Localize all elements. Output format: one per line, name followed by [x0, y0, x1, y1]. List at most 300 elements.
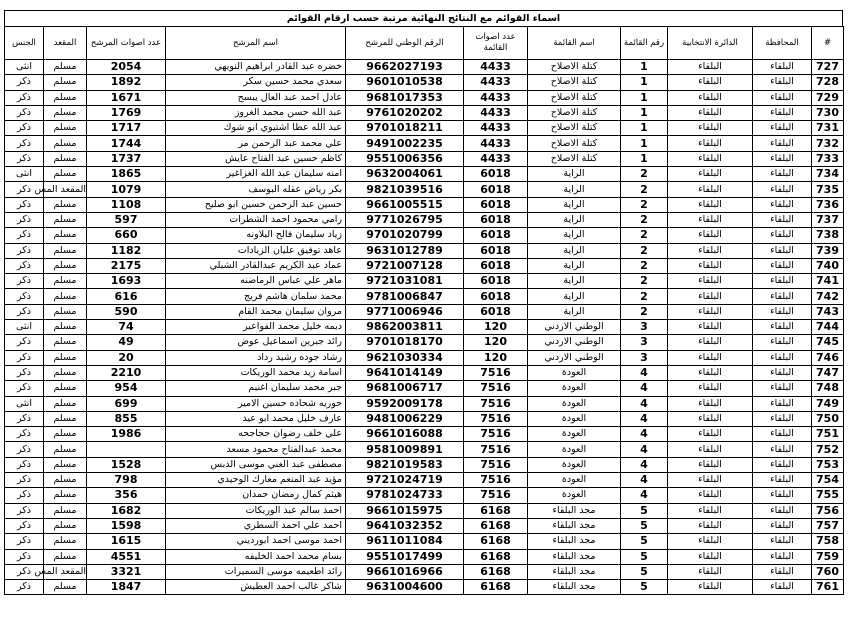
- gender-cell: ذكر: [5, 335, 44, 350]
- governorate-cell: البلقاء: [753, 411, 812, 426]
- list-number-cell: 2: [621, 289, 668, 304]
- list-votes-cell: 4433: [464, 105, 528, 120]
- list-name-cell: الوطني الاردني: [528, 320, 621, 335]
- governorate-cell: البلقاء: [753, 396, 812, 411]
- candidate-votes-cell: 590: [87, 304, 166, 319]
- gender-cell: ذكر: [5, 365, 44, 380]
- list-number-cell: 1: [621, 151, 668, 166]
- list-name-cell: الراية: [528, 258, 621, 273]
- row-index: 745: [812, 335, 844, 350]
- district-cell: البلقاء: [668, 304, 753, 319]
- list-number-cell: 2: [621, 228, 668, 243]
- list-votes-cell: 6168: [464, 534, 528, 549]
- candidate-votes-cell: 699: [87, 396, 166, 411]
- header-list-number: رقم القائمة: [621, 27, 668, 60]
- candidate-votes-cell: 356: [87, 488, 166, 503]
- district-cell: البلقاء: [668, 427, 753, 442]
- table-row: [5, 534, 844, 549]
- list-votes-cell: 7516: [464, 396, 528, 411]
- candidate-name-cell: محمد سلمان هاشم فريج: [166, 289, 346, 304]
- seat-cell: مسلم: [44, 304, 87, 319]
- candidate-name-cell: عبد الله حسن محمد الغروز: [166, 105, 346, 120]
- list-number-cell: 4: [621, 365, 668, 380]
- row-index: 750: [812, 411, 844, 426]
- gender-cell: ذكر: [5, 105, 44, 120]
- table-row: [5, 182, 844, 197]
- national-id-cell: 9621030334: [346, 350, 464, 365]
- candidate-votes-cell: 1717: [87, 121, 166, 136]
- table-row: [5, 274, 844, 289]
- gender-cell: ذكر: [5, 549, 44, 564]
- list-number-cell: 5: [621, 534, 668, 549]
- district-cell: البلقاء: [668, 60, 753, 75]
- candidate-name-cell: زياد سليمان فالح البلاونه: [166, 228, 346, 243]
- gender-cell: ذكر: [5, 534, 44, 549]
- national-id-cell: 9551017499: [346, 549, 464, 564]
- gender-cell: ذكر: [5, 289, 44, 304]
- seat-cell: مسلم: [44, 396, 87, 411]
- district-cell: البلقاء: [668, 243, 753, 258]
- list-votes-cell: 6168: [464, 518, 528, 533]
- candidate-name-cell: رامي محمود احمد الشطرات: [166, 212, 346, 227]
- table-row: [5, 320, 844, 335]
- table-row: [5, 258, 844, 273]
- candidate-votes-cell: [87, 442, 166, 457]
- list-name-cell: الراية: [528, 182, 621, 197]
- list-votes-cell: 6018: [464, 228, 528, 243]
- list-number-cell: 5: [621, 580, 668, 595]
- row-index: 749: [812, 396, 844, 411]
- district-cell: البلقاء: [668, 442, 753, 457]
- district-cell: البلقاء: [668, 350, 753, 365]
- list-name-cell: مجد البلقاء: [528, 503, 621, 518]
- candidate-name-cell: عاهد توفيق عليان الزيادات: [166, 243, 346, 258]
- gender-cell: ذكر: [5, 473, 44, 488]
- gender-cell: ذكر: [5, 457, 44, 472]
- table-row: [5, 503, 844, 518]
- list-name-cell: العودة: [528, 427, 621, 442]
- candidate-votes-cell: 1847: [87, 580, 166, 595]
- district-cell: البلقاء: [668, 457, 753, 472]
- seat-cell: المقعد المس: [44, 182, 87, 197]
- list-name-cell: الراية: [528, 167, 621, 182]
- national-id-cell: 9701018211: [346, 121, 464, 136]
- national-id-cell: 9681006717: [346, 381, 464, 396]
- list-number-cell: 1: [621, 60, 668, 75]
- list-number-cell: 4: [621, 381, 668, 396]
- national-id-cell: 9781024733: [346, 488, 464, 503]
- district-cell: البلقاء: [668, 151, 753, 166]
- list-number-cell: 2: [621, 274, 668, 289]
- candidate-name-cell: احمد موسى احمد ابورديني: [166, 534, 346, 549]
- row-index: 756: [812, 503, 844, 518]
- national-id-cell: 9631012789: [346, 243, 464, 258]
- row-index: 730: [812, 105, 844, 120]
- gender-cell: ذكر: [5, 518, 44, 533]
- seat-cell: مسلم: [44, 289, 87, 304]
- national-id-cell: 9862003811: [346, 320, 464, 335]
- list-name-cell: كتلة الاصلاح: [528, 60, 621, 75]
- list-name-cell: الراية: [528, 274, 621, 289]
- table-row: [5, 457, 844, 472]
- candidate-name-cell: حسين عبد الرحمن حسين ابو صليح: [166, 197, 346, 212]
- governorate-cell: البلقاء: [753, 564, 812, 579]
- list-number-cell: 2: [621, 304, 668, 319]
- row-index: 737: [812, 212, 844, 227]
- list-votes-cell: 6018: [464, 258, 528, 273]
- district-cell: البلقاء: [668, 228, 753, 243]
- table-row: [5, 60, 844, 75]
- candidate-votes-cell: 660: [87, 228, 166, 243]
- seat-cell: مسلم: [44, 457, 87, 472]
- candidate-votes-cell: 1892: [87, 75, 166, 90]
- list-votes-cell: 6018: [464, 212, 528, 227]
- header-index: #: [812, 27, 844, 60]
- list-votes-cell: 7516: [464, 488, 528, 503]
- gender-cell: ذكر: [5, 151, 44, 166]
- list-number-cell: 3: [621, 350, 668, 365]
- table-row: [5, 411, 844, 426]
- table-row: [5, 289, 844, 304]
- district-cell: البلقاء: [668, 121, 753, 136]
- district-cell: البلقاء: [668, 473, 753, 488]
- governorate-cell: البلقاء: [753, 534, 812, 549]
- district-cell: البلقاء: [668, 518, 753, 533]
- candidate-name-cell: بسام محمد احمد الخليفه: [166, 549, 346, 564]
- list-name-cell: مجد البلقاء: [528, 564, 621, 579]
- list-votes-cell: 6018: [464, 167, 528, 182]
- row-index: 740: [812, 258, 844, 273]
- list-name-cell: مجد البلقاء: [528, 549, 621, 564]
- national-id-cell: 9592009178: [346, 396, 464, 411]
- list-number-cell: 4: [621, 457, 668, 472]
- gender-cell: ذكر: [5, 488, 44, 503]
- seat-cell: مسلم: [44, 411, 87, 426]
- national-id-cell: 9551006356: [346, 151, 464, 166]
- candidate-name-cell: عبد الله عطا اشتيوي ابو شوك: [166, 121, 346, 136]
- table-row: [5, 488, 844, 503]
- candidate-votes-cell: 1744: [87, 136, 166, 151]
- governorate-cell: البلقاء: [753, 258, 812, 273]
- national-id-cell: 9771026795: [346, 212, 464, 227]
- list-votes-cell: 6018: [464, 197, 528, 212]
- table-row: [5, 564, 844, 579]
- row-index: 733: [812, 151, 844, 166]
- candidate-votes-cell: 2175: [87, 258, 166, 273]
- gender-cell: انثى: [5, 167, 44, 182]
- candidate-name-cell: سعدي محمد حسين سكر: [166, 75, 346, 90]
- list-votes-cell: 6018: [464, 304, 528, 319]
- header-candidate-votes: عدد اصوات المرشح: [87, 27, 166, 60]
- list-votes-cell: 7516: [464, 381, 528, 396]
- gender-cell: ذكر: [5, 304, 44, 319]
- list-number-cell: 2: [621, 197, 668, 212]
- candidate-votes-cell: 1108: [87, 197, 166, 212]
- candidate-votes-cell: 1865: [87, 167, 166, 182]
- table-row: [5, 197, 844, 212]
- gender-cell: ذكر: [5, 212, 44, 227]
- governorate-cell: البلقاء: [753, 350, 812, 365]
- governorate-cell: البلقاء: [753, 197, 812, 212]
- list-name-cell: مجد البلقاء: [528, 580, 621, 595]
- row-index: 761: [812, 580, 844, 595]
- row-index: 735: [812, 182, 844, 197]
- list-number-cell: 5: [621, 518, 668, 533]
- candidate-name-cell: حوريه شحاده حسين الامير: [166, 396, 346, 411]
- candidate-votes-cell: 855: [87, 411, 166, 426]
- row-index: 744: [812, 320, 844, 335]
- governorate-cell: البلقاء: [753, 442, 812, 457]
- governorate-cell: البلقاء: [753, 243, 812, 258]
- seat-cell: مسلم: [44, 75, 87, 90]
- table-row: [5, 396, 844, 411]
- list-votes-cell: 4433: [464, 75, 528, 90]
- seat-cell: مسلم: [44, 60, 87, 75]
- national-id-cell: 9631004600: [346, 580, 464, 595]
- table-row: [5, 580, 844, 595]
- governorate-cell: البلقاء: [753, 75, 812, 90]
- seat-cell: مسلم: [44, 320, 87, 335]
- governorate-cell: البلقاء: [753, 457, 812, 472]
- seat-cell: مسلم: [44, 258, 87, 273]
- seat-cell: مسلم: [44, 350, 87, 365]
- seat-cell: مسلم: [44, 243, 87, 258]
- list-votes-cell: 120: [464, 350, 528, 365]
- district-cell: البلقاء: [668, 90, 753, 105]
- seat-cell: مسلم: [44, 212, 87, 227]
- candidate-votes-cell: 1671: [87, 90, 166, 105]
- list-votes-cell: 4433: [464, 60, 528, 75]
- row-index: 759: [812, 549, 844, 564]
- national-id-cell: 9661005515: [346, 197, 464, 212]
- gender-cell: ذكر: [5, 442, 44, 457]
- governorate-cell: البلقاء: [753, 90, 812, 105]
- list-name-cell: الراية: [528, 289, 621, 304]
- header-gender: الجنس: [5, 27, 44, 60]
- gender-cell: انثى: [5, 396, 44, 411]
- gender-cell: ذكر: [5, 274, 44, 289]
- national-id-cell: 9681017353: [346, 90, 464, 105]
- candidate-name-cell: رائد اطعيمه موسى السميرات: [166, 564, 346, 579]
- header-national-id: الرقم الوطني للمرشح: [346, 27, 464, 60]
- governorate-cell: البلقاء: [753, 381, 812, 396]
- list-name-cell: الراية: [528, 243, 621, 258]
- district-cell: البلقاء: [668, 335, 753, 350]
- gender-cell: ذكر: [5, 121, 44, 136]
- table-row: [5, 151, 844, 166]
- list-number-cell: 5: [621, 564, 668, 579]
- row-index: 753: [812, 457, 844, 472]
- list-name-cell: مجد البلقاء: [528, 518, 621, 533]
- row-index: 746: [812, 350, 844, 365]
- district-cell: البلقاء: [668, 396, 753, 411]
- national-id-cell: 9701018170: [346, 335, 464, 350]
- national-id-cell: 9481006229: [346, 411, 464, 426]
- national-id-cell: 9821039516: [346, 182, 464, 197]
- list-name-cell: العودة: [528, 488, 621, 503]
- governorate-cell: البلقاء: [753, 289, 812, 304]
- district-cell: البلقاء: [668, 488, 753, 503]
- row-index: 760: [812, 564, 844, 579]
- candidate-name-cell: عارف خليل محمد ابو عيد: [166, 411, 346, 426]
- table-row: [5, 335, 844, 350]
- list-number-cell: 2: [621, 212, 668, 227]
- national-id-cell: 9721024719: [346, 473, 464, 488]
- header-row: [5, 27, 844, 60]
- list-number-cell: 4: [621, 473, 668, 488]
- seat-cell: مسلم: [44, 167, 87, 182]
- list-number-cell: 3: [621, 320, 668, 335]
- candidate-votes-cell: 4551: [87, 549, 166, 564]
- governorate-cell: البلقاء: [753, 427, 812, 442]
- candidate-votes-cell: 1737: [87, 151, 166, 166]
- gender-cell: انثى: [5, 320, 44, 335]
- governorate-cell: البلقاء: [753, 549, 812, 564]
- list-name-cell: كتلة الاصلاح: [528, 75, 621, 90]
- gender-cell: ذكر: [5, 503, 44, 518]
- district-cell: البلقاء: [668, 182, 753, 197]
- seat-cell: مسلم: [44, 503, 87, 518]
- governorate-cell: البلقاء: [753, 121, 812, 136]
- candidate-votes-cell: 1693: [87, 274, 166, 289]
- national-id-cell: 9721007128: [346, 258, 464, 273]
- row-index: 748: [812, 381, 844, 396]
- candidate-votes-cell: 1769: [87, 105, 166, 120]
- list-votes-cell: 120: [464, 335, 528, 350]
- candidate-name-cell: رائد جبرين اسماعيل عوض: [166, 335, 346, 350]
- row-index: 739: [812, 243, 844, 258]
- row-index: 738: [812, 228, 844, 243]
- seat-cell: مسلم: [44, 105, 87, 120]
- list-number-cell: 1: [621, 136, 668, 151]
- seat-cell: مسلم: [44, 518, 87, 533]
- table-row: [5, 75, 844, 90]
- row-index: 741: [812, 274, 844, 289]
- list-number-cell: 4: [621, 488, 668, 503]
- candidate-name-cell: بكر رياض عقله البوسف: [166, 182, 346, 197]
- candidate-votes-cell: 2210: [87, 365, 166, 380]
- candidate-votes-cell: 1182: [87, 243, 166, 258]
- list-name-cell: العودة: [528, 381, 621, 396]
- seat-cell: مسلم: [44, 534, 87, 549]
- governorate-cell: البلقاء: [753, 228, 812, 243]
- results-table: [4, 26, 844, 595]
- national-id-cell: 9611011084: [346, 534, 464, 549]
- list-votes-cell: 7516: [464, 427, 528, 442]
- list-number-cell: 5: [621, 503, 668, 518]
- candidate-name-cell: علي خلف رضوان حجاجحه: [166, 427, 346, 442]
- gender-cell: ذكر: [5, 228, 44, 243]
- list-name-cell: كتلة الاصلاح: [528, 90, 621, 105]
- table-row: [5, 442, 844, 457]
- national-id-cell: 9581009891: [346, 442, 464, 457]
- list-votes-cell: 7516: [464, 411, 528, 426]
- list-number-cell: 1: [621, 121, 668, 136]
- list-number-cell: 4: [621, 442, 668, 457]
- header-seat: المقعد: [44, 27, 87, 60]
- national-id-cell: 9641014149: [346, 365, 464, 380]
- governorate-cell: البلقاء: [753, 60, 812, 75]
- list-number-cell: 1: [621, 105, 668, 120]
- district-cell: البلقاء: [668, 503, 753, 518]
- district-cell: البلقاء: [668, 167, 753, 182]
- list-name-cell: العودة: [528, 457, 621, 472]
- seat-cell: مسلم: [44, 381, 87, 396]
- governorate-cell: البلقاء: [753, 182, 812, 197]
- list-name-cell: الوطني الاردني: [528, 335, 621, 350]
- list-name-cell: كتلة الاصلاح: [528, 151, 621, 166]
- list-number-cell: 2: [621, 258, 668, 273]
- list-votes-cell: 6168: [464, 580, 528, 595]
- district-cell: البلقاء: [668, 580, 753, 595]
- table-row: [5, 105, 844, 120]
- table-row: [5, 243, 844, 258]
- list-name-cell: العودة: [528, 411, 621, 426]
- national-id-cell: 9781006847: [346, 289, 464, 304]
- gender-cell: ذكر: [5, 427, 44, 442]
- list-name-cell: العودة: [528, 473, 621, 488]
- row-index: 742: [812, 289, 844, 304]
- national-id-cell: 9632004061: [346, 167, 464, 182]
- gender-cell: ذكر: [5, 258, 44, 273]
- list-votes-cell: 6018: [464, 289, 528, 304]
- district-cell: البلقاء: [668, 136, 753, 151]
- list-number-cell: 4: [621, 411, 668, 426]
- national-id-cell: 9491002235: [346, 136, 464, 151]
- list-name-cell: العودة: [528, 442, 621, 457]
- gender-cell: ذكر: [5, 136, 44, 151]
- governorate-cell: البلقاء: [753, 580, 812, 595]
- candidate-votes-cell: 74: [87, 320, 166, 335]
- candidate-name-cell: مصطفى عبد الغني موسى الدبس: [166, 457, 346, 472]
- gender-cell: ذكر: [5, 90, 44, 105]
- seat-cell: مسلم: [44, 335, 87, 350]
- row-index: 747: [812, 365, 844, 380]
- list-votes-cell: 7516: [464, 442, 528, 457]
- seat-cell: مسلم: [44, 228, 87, 243]
- candidate-name-cell: مؤيد عبد المنعم معارك الوحيدي: [166, 473, 346, 488]
- district-cell: البلقاء: [668, 564, 753, 579]
- candidate-name-cell: رشاد جوده رشيد رداد: [166, 350, 346, 365]
- candidate-name-cell: هيثم كمال رمضان حمدان: [166, 488, 346, 503]
- list-votes-cell: 6168: [464, 564, 528, 579]
- candidate-name-cell: خضره عبد القادر ابراهيم النويهي: [166, 60, 346, 75]
- seat-cell: مسلم: [44, 580, 87, 595]
- candidate-votes-cell: 1079: [87, 182, 166, 197]
- district-cell: البلقاء: [668, 365, 753, 380]
- governorate-cell: البلقاء: [753, 151, 812, 166]
- seat-cell: مسلم: [44, 365, 87, 380]
- list-votes-cell: 6018: [464, 274, 528, 289]
- row-index: 734: [812, 167, 844, 182]
- list-name-cell: كتلة الاصلاح: [528, 121, 621, 136]
- candidate-name-cell: كاظم حسين عبد الفتاح عايش: [166, 151, 346, 166]
- table-row: [5, 473, 844, 488]
- header-list-votes: عدد اصوات القائمة: [464, 27, 528, 60]
- candidate-votes-cell: 798: [87, 473, 166, 488]
- governorate-cell: البلقاء: [753, 488, 812, 503]
- seat-cell: مسلم: [44, 121, 87, 136]
- seat-cell: مسلم: [44, 90, 87, 105]
- national-id-cell: 9761020202: [346, 105, 464, 120]
- national-id-cell: 9821019583: [346, 457, 464, 472]
- list-number-cell: 2: [621, 167, 668, 182]
- header-list-name: اسم القائمة: [528, 27, 621, 60]
- candidate-name-cell: عماد عبد الكريم عبدالقادر الشبلي: [166, 258, 346, 273]
- governorate-cell: البلقاء: [753, 167, 812, 182]
- list-name-cell: الراية: [528, 197, 621, 212]
- header-candidate-name: اسم المرشح: [166, 27, 346, 60]
